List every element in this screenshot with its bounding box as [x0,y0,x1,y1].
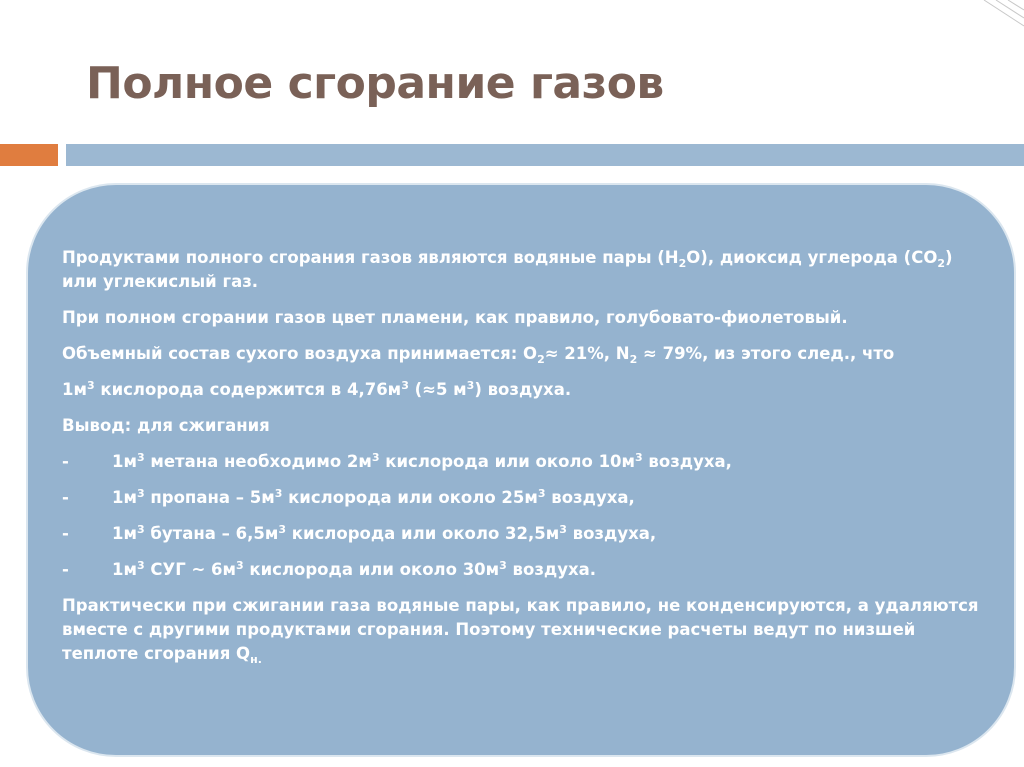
list-item: - $1м^3$ пропана – $5м^3$ кислорода или около $25м^3$ воздуха, [62,487,635,507]
header-bar [66,144,1024,166]
list-item: - $1м^3$ метана необходимо $2м^3$ кислорода или около $10м^3$ воздуха, [62,451,732,471]
content-body [62,246,982,678]
list-item: - $1м^3$ бутана – $6,5м^3$ кислорода или около $32,5м^3$ воздуха, [62,523,657,543]
corner-decoration [964,0,1024,40]
paragraph-flame-color: При полном сгорании газов цвет пламени, как правило, голубовато-фиолетовый. [62,308,848,327]
paragraph-combustion-products: Продуктами полного сгорания газов являются водяные пары $(H_2O)$, диоксид углерода $(CO_2)$ или углекислый газ. [62,248,953,291]
paragraph-air-composition: Объемный состав сухого воздуха принимается: $O_2\approx 21\%$, $N_2 \approx 79\%$, из этого след., что [62,344,895,366]
slide-title: Полное сгорание газов [86,58,664,109]
paragraph-water-vapor: Практически при сжигании газа водяные пары, как правило, не конденсируются, а удаляются вместе с другими продуктами сгорания. Поэтому технические расчеты ведут по низшей теплоте сгорания $Q_{н.}$ [62,596,979,666]
paragraph-oxygen-ratio: $1м^3$ кислорода содержится в $4,76м^3$ (≈5 $м^3$) воздуха. [62,379,572,399]
list-item: - $1м^3$ СУГ ~ $6м^3$ кислорода или около $30м^3$ воздуха. [62,559,597,579]
paragraph-conclusion: Вывод: для сжигания [62,416,270,435]
accent-bar [0,144,58,166]
